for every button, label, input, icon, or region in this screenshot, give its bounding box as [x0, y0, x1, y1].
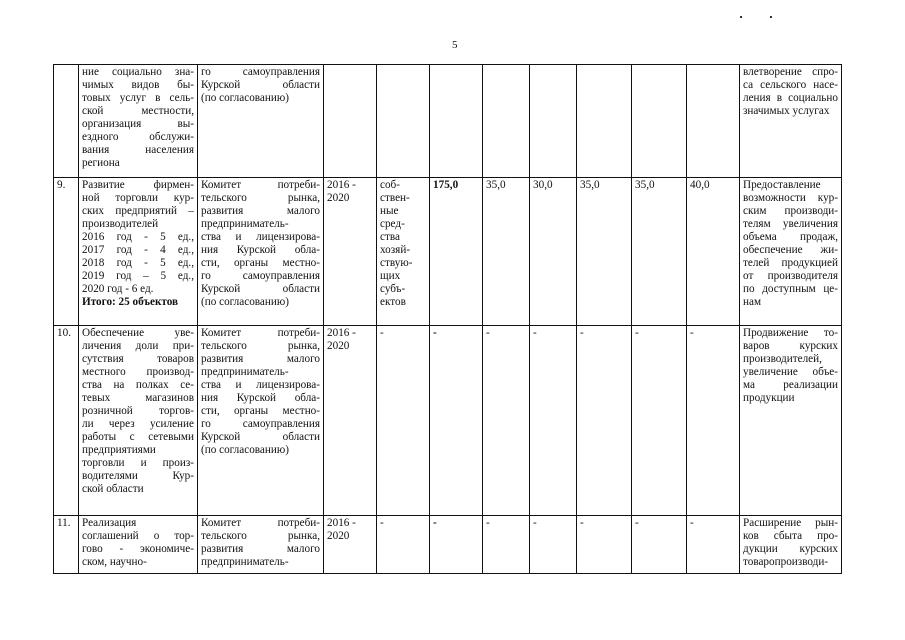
- activity-cell: [79, 516, 198, 574]
- y2019-cell: [632, 178, 687, 326]
- table-row: [54, 178, 842, 326]
- result-line: ским производи-: [743, 205, 838, 217]
- y2017-value: -: [533, 327, 537, 339]
- num-value: 9.: [57, 179, 66, 191]
- executor-line: ства и лицензирова-: [201, 379, 320, 391]
- executor-line: (по согласованию): [201, 92, 289, 104]
- executor-line: предприниматель-: [201, 218, 289, 230]
- source-cell: [377, 65, 430, 178]
- num-cell: [54, 178, 79, 326]
- executor-line: сти, органы местно-: [201, 257, 320, 269]
- activity-line: Развитие фирмен-: [82, 179, 194, 191]
- activity-line: Обеспечение уве-: [82, 327, 194, 339]
- activity-line: ства на полках се-: [82, 379, 194, 391]
- result-line: ления в социально: [743, 92, 838, 104]
- activity-line: работы с сетевыми: [82, 431, 194, 443]
- executor-line: Комитет потреби-: [201, 517, 320, 529]
- y2016-value: -: [486, 327, 490, 339]
- activity-line: организация вы-: [82, 118, 194, 130]
- source-line: -: [380, 517, 384, 529]
- result-line: возможности кур-: [743, 192, 838, 204]
- source-line: ектов: [380, 296, 406, 308]
- source-line: соб-: [380, 179, 400, 191]
- period-line: 2016 -: [327, 327, 356, 339]
- executor-line: Курской области: [201, 431, 320, 443]
- result-line: телей продукцией: [743, 257, 838, 269]
- program-activities-table: [53, 64, 842, 574]
- y2016-cell: [483, 65, 530, 178]
- source-line: субъ-: [380, 283, 406, 295]
- executor-line: ния Курской обла-: [201, 392, 320, 404]
- result-line: нам: [743, 296, 762, 308]
- executor-line: (по согласованию): [201, 444, 289, 456]
- executor-line: Курской области: [201, 79, 320, 91]
- result-line: от производителя: [743, 270, 838, 282]
- result-line: обеспечение жи-: [743, 244, 838, 256]
- source-line: щих: [380, 270, 401, 282]
- period-cell: [324, 326, 377, 516]
- period-line: 2020: [327, 192, 350, 204]
- activity-line: ездного обслужи-: [82, 131, 194, 143]
- result-cell: [740, 326, 842, 516]
- activity-line: ной торговли кур-: [82, 192, 194, 204]
- activity-line: производителей: [82, 218, 159, 230]
- result-line: ма реализации: [743, 379, 838, 391]
- y2020-cell: [687, 65, 740, 178]
- result-line: Расширение рын-: [743, 517, 838, 529]
- y2016-value: -: [486, 517, 490, 529]
- y2019-value: -: [635, 517, 639, 529]
- y2019-cell: [632, 326, 687, 516]
- y2016-cell: [483, 178, 530, 326]
- result-line: варов курских: [743, 340, 838, 352]
- activity-line: Реализация: [82, 517, 137, 529]
- result-cell: [740, 516, 842, 574]
- table-row: [54, 65, 842, 178]
- executor-line: предприниматель-: [201, 556, 289, 568]
- y2018-value: -: [580, 327, 584, 339]
- num-cell: [54, 516, 79, 574]
- total-value: -: [433, 517, 437, 529]
- y2018-cell: [577, 65, 632, 178]
- activity-line: соглашений о тор-: [82, 530, 194, 542]
- executor-line: предприниматель-: [201, 366, 289, 378]
- source-line: ные: [380, 205, 399, 217]
- executor-line: ства и лицензирова-: [201, 231, 320, 243]
- total-value: 175,0: [433, 179, 459, 191]
- period-cell: [324, 178, 377, 326]
- result-line: Предоставление: [743, 179, 821, 191]
- activity-line: тевых магазинов: [82, 392, 194, 404]
- period-cell: [324, 516, 377, 574]
- activity-line: личения доли при-: [82, 340, 194, 352]
- result-line: товаропроизводи-: [743, 556, 829, 568]
- result-cell: [740, 65, 842, 178]
- activity-line: чимых видов бы-: [82, 79, 194, 91]
- period-line: 2020: [327, 530, 350, 542]
- activity-line: ние социально зна-: [82, 66, 194, 78]
- y2017-cell: [530, 516, 577, 574]
- activity-line: ской местности,: [82, 105, 194, 117]
- y2018-value: -: [580, 517, 584, 529]
- y2020-cell: [687, 516, 740, 574]
- y2017-cell: [530, 65, 577, 178]
- y2017-value: 30,0: [533, 179, 553, 191]
- result-line: ков сбыта про-: [743, 530, 838, 542]
- activity-line: вания населения: [82, 144, 194, 156]
- executor-line: Курской области: [201, 283, 320, 295]
- result-line: продукции: [743, 392, 795, 404]
- activity-line: товых услуг в сель-: [82, 92, 194, 104]
- y2019-value: -: [635, 327, 639, 339]
- result-line: значимых услугах: [743, 105, 830, 117]
- executor-line: Комитет потреби-: [201, 327, 320, 339]
- activity-line: 2016 год - 5 ед.,: [82, 231, 194, 243]
- period-line: 2020: [327, 340, 350, 352]
- result-line: увеличение объе-: [743, 366, 838, 378]
- y2019-cell: [632, 65, 687, 178]
- activity-line: торговли и произ-: [82, 457, 194, 469]
- y2018-cell: [577, 516, 632, 574]
- source-line: ства: [380, 231, 400, 243]
- source-line: сред-: [380, 218, 405, 230]
- result-line: производителей,: [743, 353, 822, 365]
- executor-cell: [198, 178, 324, 326]
- activity-line: водителями Кур-: [82, 470, 194, 482]
- y2018-cell: [577, 178, 632, 326]
- y2017-cell: [530, 178, 577, 326]
- executor-line: тельского рынка,: [201, 340, 320, 352]
- executor-cell: [198, 326, 324, 516]
- activity-line: розничной торгов-: [82, 405, 194, 417]
- executor-line: тельского рынка,: [201, 530, 320, 542]
- y2020-cell: [687, 326, 740, 516]
- y2020-value: 40,0: [690, 179, 710, 191]
- y2017-value: -: [533, 517, 537, 529]
- executor-line: го самоуправления: [201, 66, 320, 78]
- y2018-cell: [577, 326, 632, 516]
- source-line: хозяй-: [380, 244, 411, 256]
- executor-line: тельского рынка,: [201, 192, 320, 204]
- activity-line: 2017 год - 4 ед.,: [82, 244, 194, 256]
- executor-line: сти, органы местно-: [201, 405, 320, 417]
- num-value: 11.: [57, 517, 71, 529]
- result-line: объема продаж,: [743, 231, 838, 243]
- source-line: -: [380, 327, 384, 339]
- y2020-value: -: [690, 517, 694, 529]
- activity-total: Итого: 25 объектов: [82, 296, 179, 308]
- table-row: [54, 516, 842, 574]
- y2019-cell: [632, 516, 687, 574]
- activity-line: региона: [82, 157, 120, 169]
- activity-line: предприятиями: [82, 444, 156, 456]
- period-line: 2016 -: [327, 179, 356, 191]
- source-line: ствен-: [380, 192, 410, 204]
- activity-line: ской области: [82, 483, 144, 495]
- y2020-cell: [687, 178, 740, 326]
- activity-line: 2020 год - 6 ед.: [82, 283, 154, 295]
- total-cell: [430, 326, 483, 516]
- result-line: телям увеличения: [743, 218, 838, 230]
- result-line: са сельского насе-: [743, 79, 838, 91]
- num-cell: [54, 326, 79, 516]
- y2019-value: 35,0: [635, 179, 655, 191]
- total-cell: [430, 178, 483, 326]
- activity-cell: [79, 178, 198, 326]
- activity-line: 2018 год - 5 ед.,: [82, 257, 194, 269]
- executor-cell: [198, 65, 324, 178]
- activity-cell: [79, 65, 198, 178]
- table-row: [54, 326, 842, 516]
- source-line: ствую-: [380, 257, 413, 269]
- result-line: дукции курских: [743, 543, 838, 555]
- y2018-value: 35,0: [580, 179, 600, 191]
- y2020-value: -: [690, 327, 694, 339]
- result-line: по доступным це-: [743, 283, 838, 295]
- scan-speck: [740, 16, 742, 18]
- activity-line: сутствия товаров: [82, 353, 194, 365]
- executor-line: го самоуправления: [201, 270, 320, 282]
- source-cell: [377, 326, 430, 516]
- activity-line: ских предприятий –: [82, 205, 194, 217]
- executor-cell: [198, 516, 324, 574]
- activity-line: ли через усиление: [82, 418, 194, 430]
- activity-line: местного производ-: [82, 366, 194, 378]
- y2016-value: 35,0: [486, 179, 506, 191]
- activity-line: 2019 год – 5 ед.,: [82, 270, 194, 282]
- result-line: Продвижение то-: [743, 327, 838, 339]
- executor-line: развития малого: [201, 353, 320, 365]
- activity-line: гово - экономиче-: [82, 543, 194, 555]
- source-cell: [377, 516, 430, 574]
- y2016-cell: [483, 326, 530, 516]
- total-value: -: [433, 327, 437, 339]
- scan-speck: [770, 16, 772, 18]
- total-cell: [430, 65, 483, 178]
- y2017-cell: [530, 326, 577, 516]
- activity-line: ском, научно-: [82, 556, 147, 568]
- executor-line: Комитет потреби-: [201, 179, 320, 191]
- executor-line: ния Курской обла-: [201, 244, 320, 256]
- result-line: влетворение спро-: [743, 66, 838, 78]
- executor-line: развития малого: [201, 205, 320, 217]
- period-cell: [324, 65, 377, 178]
- result-cell: [740, 178, 842, 326]
- period-line: 2016 -: [327, 517, 356, 529]
- source-cell: [377, 178, 430, 326]
- total-cell: [430, 516, 483, 574]
- executor-line: развития малого: [201, 543, 320, 555]
- num-cell: [54, 65, 79, 178]
- num-value: 10.: [57, 327, 71, 339]
- executor-line: го самоуправления: [201, 418, 320, 430]
- page-number: 5: [452, 39, 458, 51]
- y2016-cell: [483, 516, 530, 574]
- executor-line: (по согласованию): [201, 296, 289, 308]
- activity-cell: [79, 326, 198, 516]
